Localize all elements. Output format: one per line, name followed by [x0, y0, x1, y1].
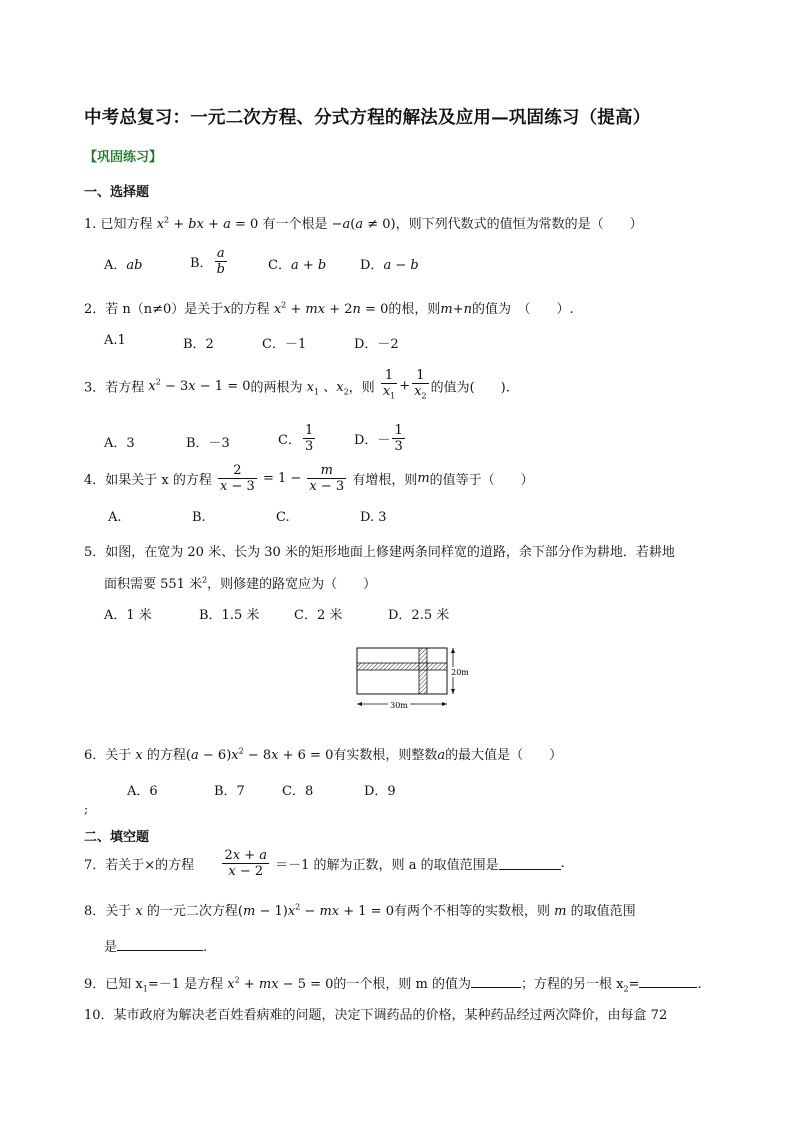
question-3: 3．若方程 $x^2 - 3x - 1 = 0$的两根为 $x_1$ 、$x_2$，则 $\frac{1}{x_1}$ + $\frac{1}{x_2}$ 的值为( ).	[84, 368, 510, 401]
q3-option-c: C． $\frac{1}{3}$	[278, 423, 314, 454]
q1-option-c: C．a + b	[268, 258, 327, 273]
question-1: 1. 已知方程 $x^2$ + bx + a = 0 有一个根是 −a(a ≠ 0)，则下列代数式的值恒为常数的是（ ）	[84, 215, 643, 232]
question-6: 6．关于 x 的方程$(a - 6)x^2 - 8x + 6 = 0$有实数根，则整数a的最大值是（ ）	[84, 746, 563, 763]
question-8-line-1: 8．关于 x 的一元二次方程$(m - 1)x^2$ − mx + 1 = 0有两个不相等的实数根，则 m 的取值范围	[84, 902, 636, 919]
question-7: 7．若关于×的方程 $\frac{2x + a}{x - 2}$ ＝－1 的解为正数，则 a 的取值范围是 .	[84, 848, 565, 879]
question-10: 10．某市政府为解决老百姓看病难的问题，决定下调药品的价格，某种药品经过两次降价，由每盒 72	[84, 1008, 668, 1023]
q4-option-a: A.	[108, 510, 122, 525]
q6-option-b: B．7	[214, 784, 245, 799]
q2-option-d: D．－2	[354, 337, 399, 352]
q5-option-b: B．1.5 米	[199, 608, 260, 623]
q9-root-blank[interactable]	[639, 975, 697, 988]
question-5-line-2: 面积需要 551 米$^2$，则修建的路宽应为（ ）	[104, 575, 377, 592]
q6-option-a: A．6	[127, 784, 158, 799]
page-title: 中考总复习：一元二次方程、分式方程的解法及应用—巩固练习（提高）	[84, 108, 651, 128]
section-heading-fill: 二、填空题	[84, 830, 150, 845]
q2-option-b: B．2	[183, 337, 214, 352]
math: x	[156, 217, 165, 232]
vertical-road	[419, 648, 427, 694]
q1-option-b: B． $\frac{a}{b}$	[190, 246, 225, 277]
q4-option-d: D. 3	[360, 510, 387, 525]
height-label: 20m	[451, 668, 469, 677]
field-rect	[357, 648, 447, 694]
section-tag: 【巩固练习】	[84, 150, 163, 165]
q2-option-c: C．－1	[262, 337, 307, 352]
q7-answer-blank[interactable]	[499, 857, 561, 870]
q3-option-a: A．3	[104, 436, 135, 451]
q5-option-a: A．1 米	[104, 608, 152, 623]
field-road-diagram	[350, 644, 470, 720]
q4-option-c: C.	[276, 510, 290, 525]
q8-answer-blank[interactable]	[117, 938, 203, 951]
question-4: 4．如果关于 x 的方程 $\frac{2}{x - 3}$ = 1 − $\frac{m}{x - 3}$ 有增根，则m的值等于（ ）	[84, 463, 534, 494]
q6-option-c: C．8	[282, 784, 314, 799]
q4-option-b: B.	[192, 510, 206, 525]
question-9: 9．已知 $x_1=-1$ 是方程 $x^2$ + mx − 5 = 0的一个根，则 m 的值为 ；方程的另一根 $x_2=$ .	[84, 975, 702, 994]
q5-option-d: D．2.5 米	[388, 608, 450, 623]
section-heading-choice: 一、选择题	[84, 185, 150, 200]
q3-option-d: D．－ $\frac{1}{3}$	[354, 423, 403, 454]
question-5-line-1: 5．如图，在宽为 20 米、长为 30 米的矩形地面上修建两条同样宽的道路，余下部分作为耕地．若耕地	[84, 545, 675, 560]
q6-option-d: D．9	[364, 784, 396, 799]
question-2: 2．若 n（n≠0）是关于x的方程 $x^2$ + mx + 2n = 0的根，则m+n的值为 （ ）.	[84, 300, 574, 317]
q1-option-d: D．a − b	[360, 258, 419, 273]
q3-option-b: B．－3	[186, 436, 230, 451]
q5-option-c: C．2 米	[294, 608, 343, 623]
q1-option-a: A．ab	[104, 258, 143, 273]
q2-option-a: A.1	[104, 333, 126, 348]
width-label: 30m	[390, 701, 408, 710]
q9-m-blank[interactable]	[471, 975, 521, 988]
field-road-svg	[350, 644, 470, 716]
horizontal-road	[357, 663, 447, 670]
question-8-line-2: 是 .	[104, 940, 208, 955]
stray-mark: ;	[84, 802, 89, 816]
